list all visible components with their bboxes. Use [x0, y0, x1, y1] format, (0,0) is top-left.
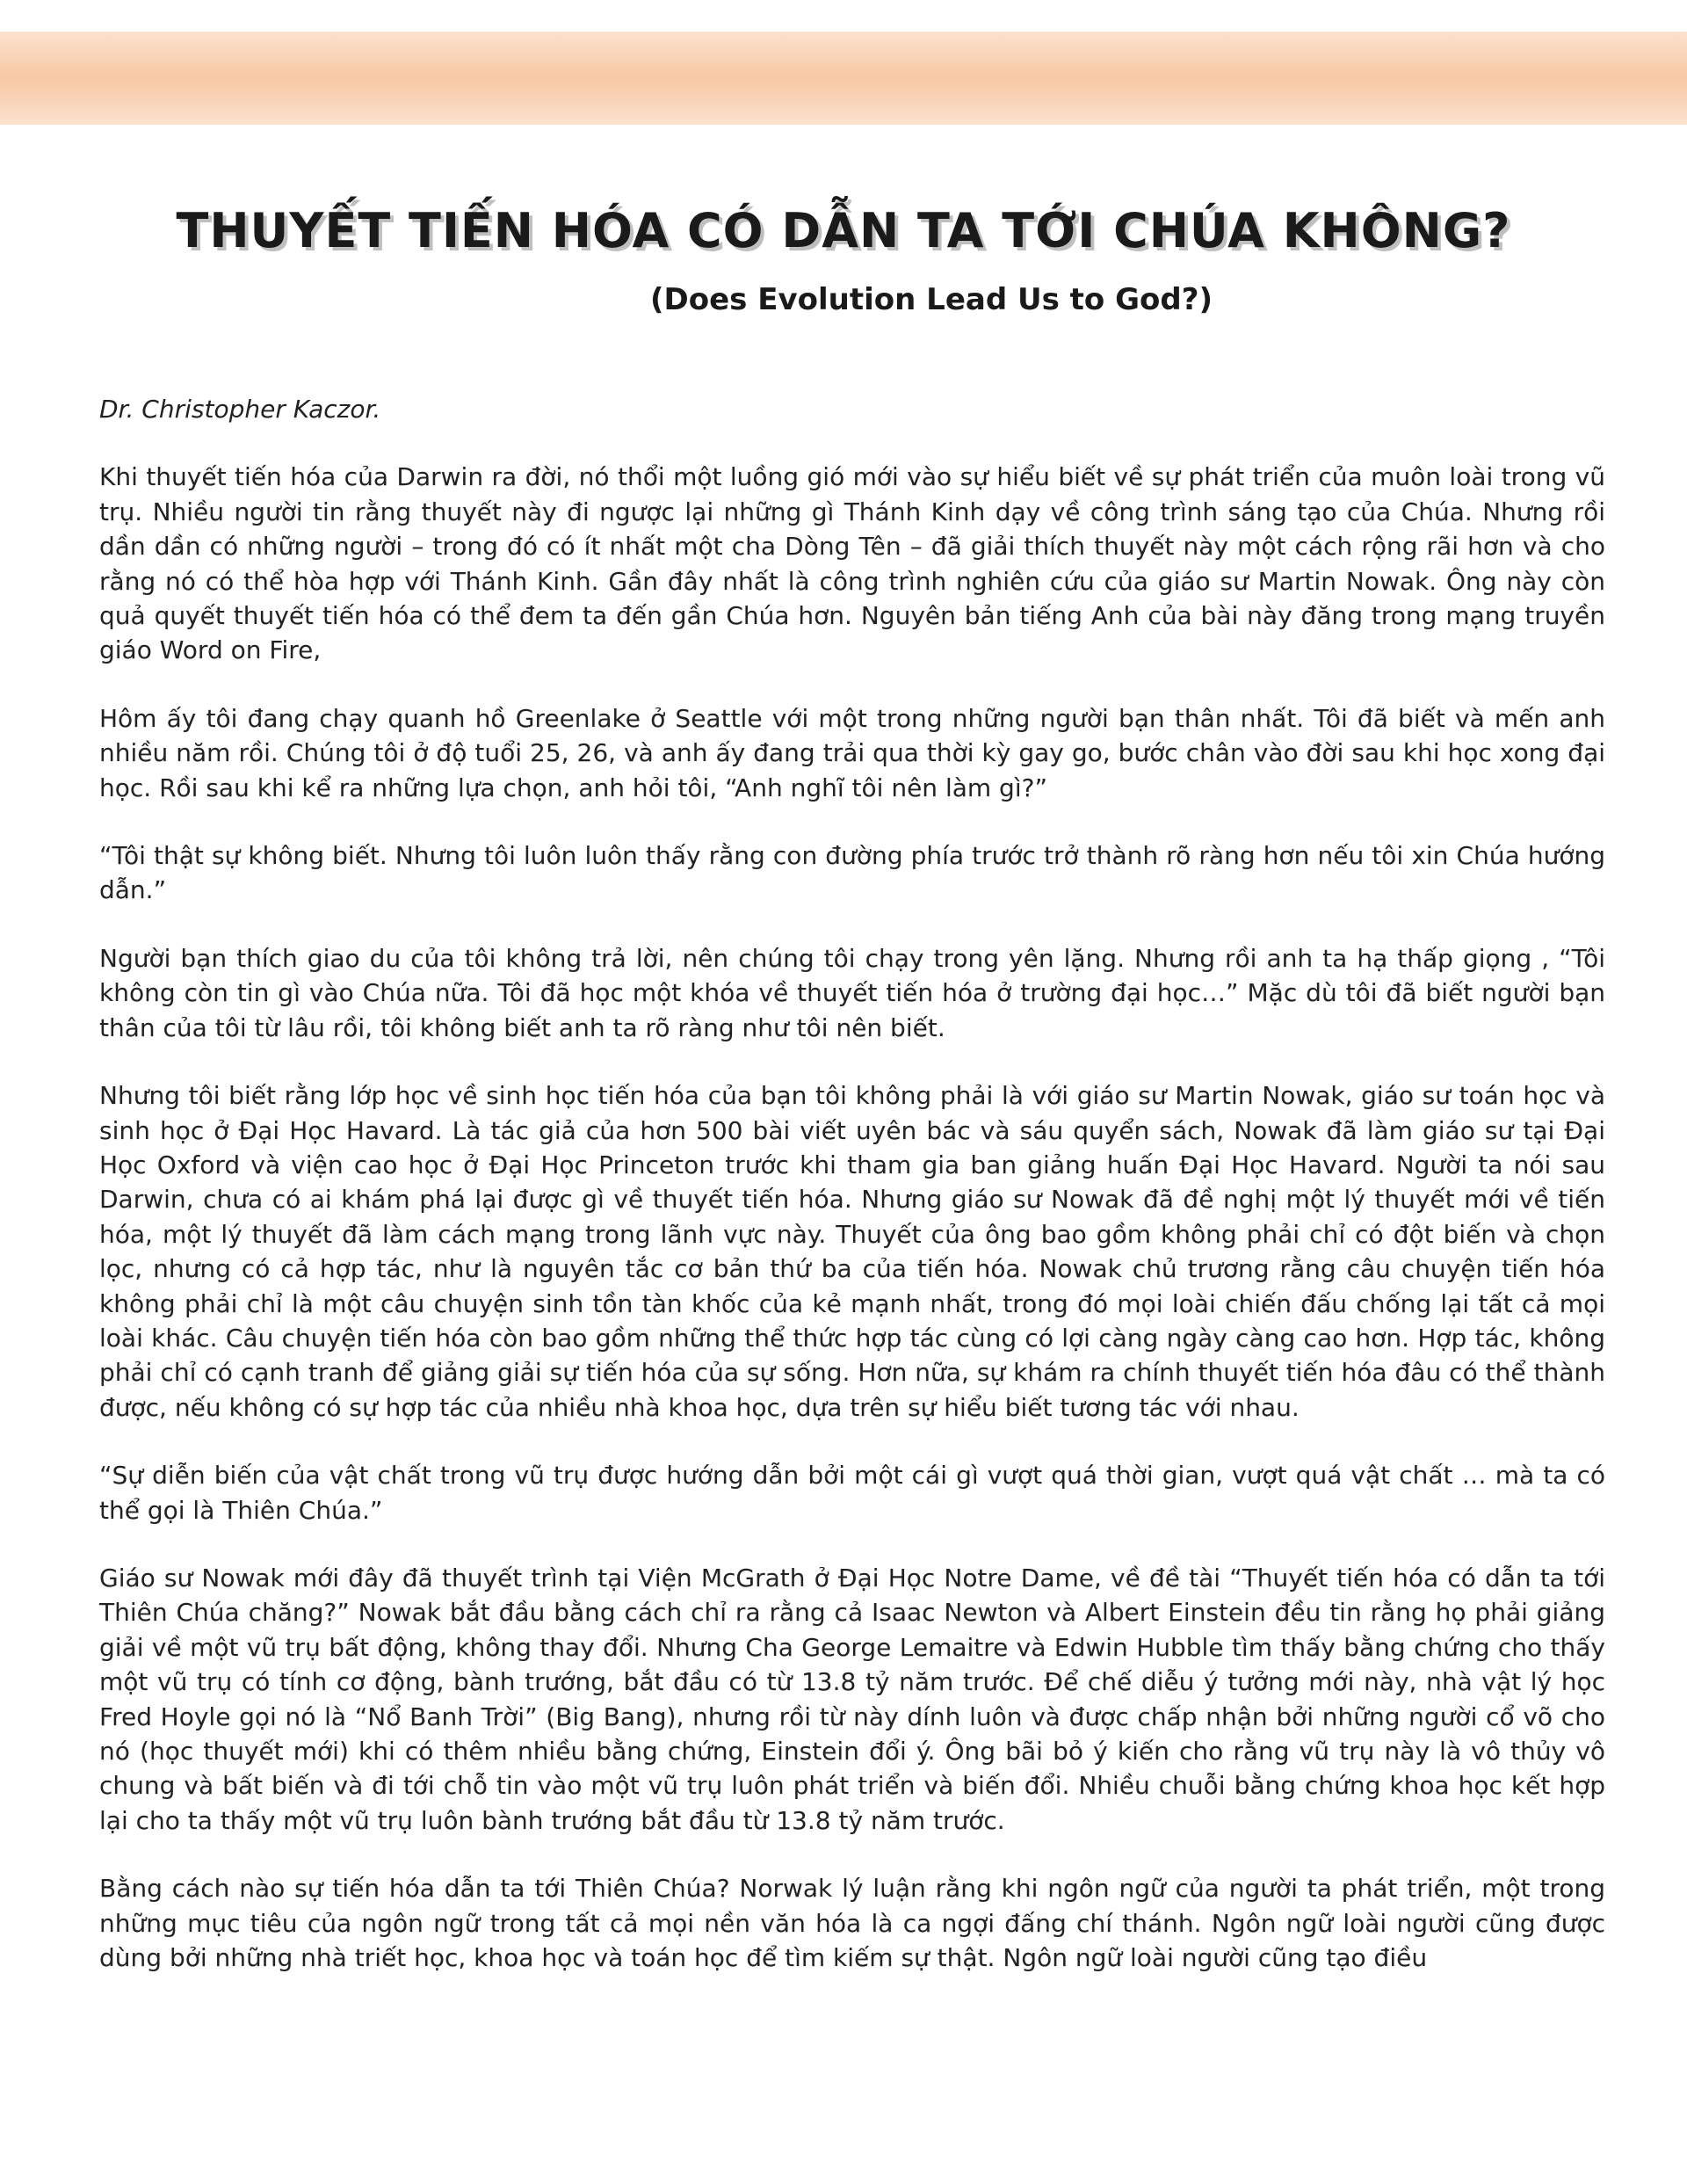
header-band — [0, 32, 1687, 125]
subtitle-text: (Does Evolution Lead Us to God?) — [649, 282, 1213, 317]
paragraph: Người bạn thích giao du của tôi không trả lời, nên chúng tôi chạy trong yên lặng. Nhưng rồi anh ta hạ thấp giọng , “Tôi không còn tin gì vào Chúa nữa. Tôi đã học một khóa về thuyết tiến hóa ở trường đại học…” Mặc dù tôi đã biết người bạn thân của tôi từ lâu rồi, tôi không biết anh ta rõ ràng như tôi nên biết. — [99, 943, 1605, 1042]
author-line: Dr. Christopher Kaczor. — [99, 395, 381, 424]
article-body — [99, 392, 1605, 2008]
paragraph: Giáo sư Nowak mới đây đã thuyết trình tại Viện McGrath ở Đại Học Notre Dame, về đề tài “Thuyết tiến hóa có dẫn ta tới Thiên Chúa chăng?” Nowak bắt đầu bằng cách chỉ ra rằng cả Isaac Newton và Albert Einstein đều tin rằng họ phải giảng giải về một vũ trụ bất động, không thay đổi. Nhưng Cha George Lemaitre và Edwin Hubble tìm thấy bằng chứng cho thấy một vũ trụ có tính cơ động, bành trướng, bắt đầu có từ 13.8 tỷ năm trước. Để chế diễu ý tưởng mới này, nhà vật lý học Fred Hoyle gọi nó là “Nổ Banh Trời” (Big Bang), nhưng rồi từ này dính luôn và được chấp nhận bởi những người cổ võ cho nó (học thuyết mới) khi có thêm nhiều bằng chứng, Einstein đổi ý. Ông bãi bỏ ý kiến cho rằng vũ trụ này là vô thủy vô chung và bất biến và đi tới chỗ tin vào một vũ trụ luôn phát triển và biến đổi. Nhiều chuỗi bằng chứng khoa học kết hợp lại cho ta thấy một vũ trụ luôn bành trướng bắt đầu từ 13.8 tỷ năm trước. — [99, 1563, 1605, 1835]
page-title: THUYẾT TIẾN HÓA CÓ DẪN TA TỚI CHÚA KHÔNG? — [176, 203, 1511, 258]
paragraph: Bằng cách nào sự tiến hóa dẫn ta tới Thiên Chúa? Norwak lý luận rằng khi ngôn ngữ của người ta phát triển, một trong những mục tiêu của ngôn ngữ trong tất cả mọi nền văn hóa là ca ngợi đấng chí thánh. Ngôn ngữ loài người cũng được dùng bởi những nhà triết học, khoa học và toán học để tìm kiếm sự thật. Ngôn ngữ loài người cũng tạo điều — [99, 1874, 1605, 1973]
page-subtitle — [0, 278, 1687, 322]
paragraph: “Tôi thật sự không biết. Nhưng tôi luôn luôn thấy rằng con đường phía trước trở thành rõ ràng hơn nếu tôi xin Chúa hướng dẫn.” — [99, 841, 1605, 905]
paragraph: Khi thuyết tiến hóa của Darwin ra đời, nó thổi một luồng gió mới vào sự hiểu biết về sự phát triển của muôn loài trong vũ trụ. Nhiều người tin rằng thuyết này đi ngược lại những gì Thánh Kinh dạy về công trình sáng tạo của Chúa. Nhưng rồi dần dần có những người – trong đó có ít nhất một cha Dòng Tên – đã giải thích thuyết này một cách rộng rãi hơn và cho rằng nó có thể hòa hợp với Thánh Kinh. Gần đây nhất là công trình nghiên cứu của giáo sư Martin Nowak. Ông này còn quả quyết thuyết tiến hóa có thể đem ta đến gần Chúa hơn. Nguyên bản tiếng Anh của bài này đăng trong mạng truyền giáo Word on Fire, — [99, 462, 1605, 665]
paragraph: Hôm ấy tôi đang chạy quanh hồ Greenlake ở Seattle với một trong những người bạn thân nhất. Tôi đã biết và mến anh nhiều năm rồi. Chúng tôi ở độ tuổi 25, 26, và anh ấy đang trải qua thời kỳ gay go, bước chân vào đời sau khi học xong đại học. Rồi sau khi kể ra những lựa chọn, anh hỏi tôi, “Anh nghĩ tôi nên làm gì?” — [99, 703, 1605, 802]
paragraph: Nhưng tôi biết rằng lớp học về sinh học tiến hóa của bạn tôi không phải là với giáo sư Martin Nowak, giáo sư toán học và sinh học ở Đại Học Havard. Là tác giả của hơn 500 bài viết uyên bác và sáu quyển sách, Nowak đã làm giáo sư tại Đại Học Oxford và viện cao học ở Đại Học Princeton trước khi tham gia ban giảng huấn Đại Học Havard. Người ta nói sau Darwin, chưa có ai khám phá lại được gì về thuyết tiến hóa. Nhưng giáo sư Nowak đã đề nghị một lý thuyết mới về tiến hóa, một lý thuyết đã làm cách mạng trong lãnh vực này. Thuyết của ông bao gồm không phải chỉ có đột biến và chọn lọc, nhưng có cả hợp tác, như là nguyên tắc cơ bản thứ ba của tiến hóa. Nowak chủ trương rằng câu chuyện tiến hóa không phải chỉ là một câu chuyện sinh tồn tàn khốc của kẻ mạnh nhất, trong đó mọi loài chiến đấu chống lại tất cả mọi loài khác. Câu chuyện tiến hóa còn bao gồm những thể thức hợp tác cùng có lợi càng ngày càng cao hơn. Hợp tác, không phải chỉ có cạnh tranh để giảng giải sự tiến hóa của sự sống. Hơn nữa, sự khám ra chính thuyết tiến hóa đâu có thể thành được, nếu không có sự hợp tác của nhiều nhà khoa học, dựa trên sự hiểu biết tương tác với nhau. — [99, 1081, 1605, 1422]
paragraph: “Sự diễn biến của vật chất trong vũ trụ được hướng dẫn bởi một cái gì vượt quá thời gian, vượt quá vật chất … mà ta có thể gọi là Thiên Chúa.” — [99, 1461, 1605, 1525]
